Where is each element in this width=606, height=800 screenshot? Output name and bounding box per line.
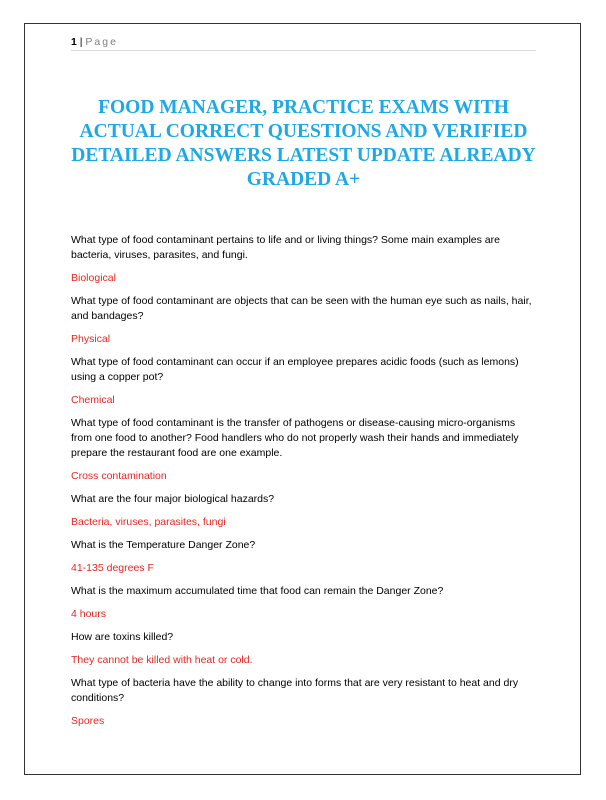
question-text: How are toxins killed? bbox=[71, 631, 174, 643]
answer-text: Biological bbox=[71, 272, 116, 284]
question-text: What type of food contaminant can occur if an employee prepares acidic foods (such as lemons) using a copper pot? bbox=[71, 356, 519, 383]
qa-item bbox=[71, 630, 539, 668]
question-text: What type of food contaminant pertains to life and or living things? Some main examples are bacteria, viruses, parasites, and fungi. bbox=[71, 234, 500, 261]
answer-text: Bacteria, viruses, parasites, fungi bbox=[71, 516, 226, 528]
qa-item bbox=[71, 416, 539, 484]
qa-item bbox=[71, 294, 539, 347]
qa-item bbox=[71, 355, 539, 408]
qa-item bbox=[71, 233, 539, 286]
question-text: What is the maximum accumulated time that food can remain the Danger Zone? bbox=[71, 585, 444, 597]
answer-text: They cannot be killed with heat or cold. bbox=[71, 654, 253, 666]
qa-item bbox=[71, 676, 539, 729]
page-header bbox=[71, 36, 536, 51]
qa-item bbox=[71, 538, 539, 576]
question-text: What are the four major biological hazards? bbox=[71, 493, 275, 505]
qa-item bbox=[71, 584, 539, 622]
page-label: Page bbox=[85, 36, 118, 48]
answer-text: Chemical bbox=[71, 394, 115, 406]
question-text: What type of food contaminant are objects that can be seen with the human eye such as nails, hair, and bandages? bbox=[71, 295, 532, 322]
page-separator: | bbox=[76, 36, 86, 48]
answer-text: Cross contamination bbox=[71, 470, 167, 482]
question-text: What type of food contaminant is the transfer of pathogens or disease-causing micro-organisms from one food to another? Food handlers who do not properly wash their hands and immediately prepare the restaurant food are one example. bbox=[71, 417, 519, 459]
answer-text: 4 hours bbox=[71, 608, 107, 620]
question-text: What type of bacteria have the ability to change into forms that are very resistant to heat and dry conditions? bbox=[71, 677, 519, 704]
answer-text: 41-135 degrees F bbox=[71, 562, 154, 574]
page-number: 1 bbox=[71, 36, 77, 48]
answer-text: Spores bbox=[71, 715, 105, 727]
question-text: What is the Temperature Danger Zone? bbox=[71, 539, 256, 551]
qa-list bbox=[71, 233, 539, 737]
document-title: FOOD MANAGER, PRACTICE EXAMS WITH ACTUAL CORRECT QUESTIONS AND VERIFIED DETAILED ANSWERS LATEST UPDATE ALREADY GRADED A+ bbox=[71, 97, 536, 190]
qa-item bbox=[71, 492, 539, 530]
answer-text: Physical bbox=[71, 333, 111, 345]
